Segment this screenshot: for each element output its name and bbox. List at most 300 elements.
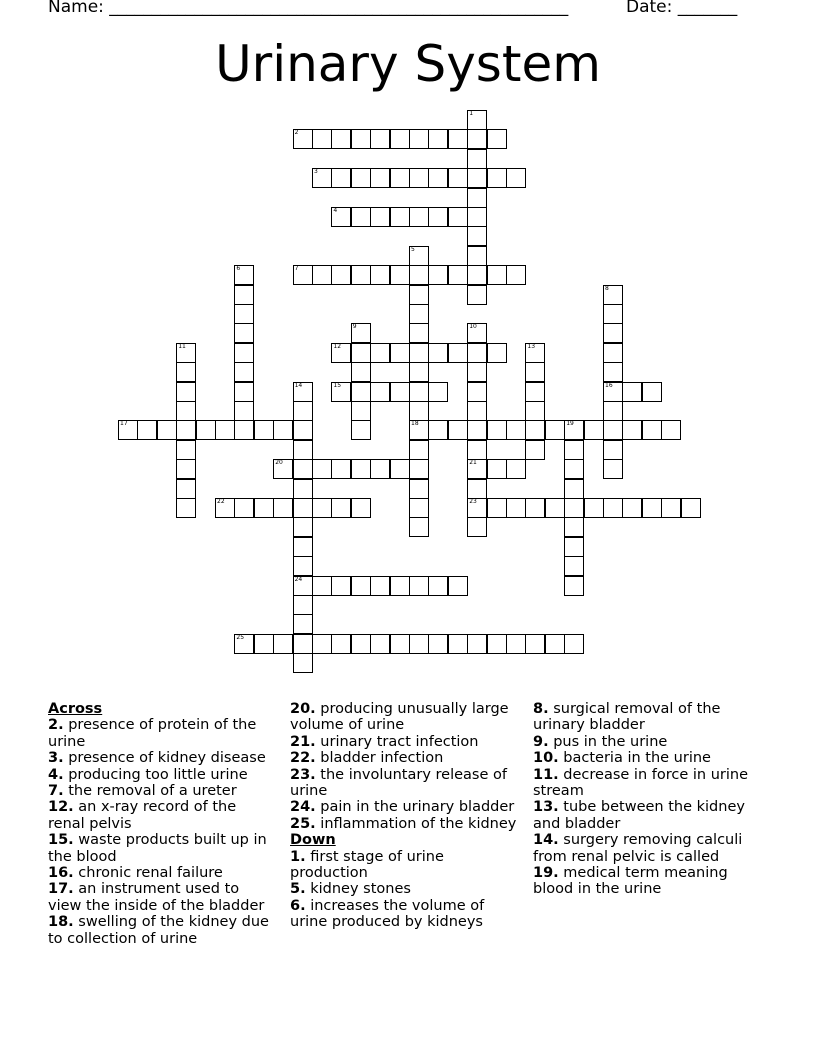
grid-cell[interactable] — [409, 323, 429, 343]
grid-cell[interactable] — [293, 556, 313, 576]
grid-cell[interactable] — [351, 207, 371, 227]
grid-cell[interactable] — [603, 323, 623, 343]
clue-number: 7 — [294, 265, 299, 273]
grid-cell[interactable] — [176, 401, 196, 421]
grid-cell[interactable] — [467, 246, 487, 266]
grid-cell[interactable] — [254, 498, 274, 518]
grid-cell[interactable] — [603, 420, 623, 440]
grid-cell[interactable] — [428, 343, 448, 363]
clue-number: 15 — [333, 381, 342, 389]
grid-cell[interactable] — [545, 420, 565, 440]
clue-item — [290, 799, 522, 815]
grid-cell[interactable] — [351, 401, 371, 421]
grid-cell[interactable] — [390, 207, 410, 227]
grid-cell[interactable] — [351, 343, 371, 363]
grid-cell[interactable] — [293, 401, 313, 421]
grid-cell[interactable] — [351, 265, 371, 285]
grid-cell[interactable] — [448, 265, 468, 285]
grid-cell[interactable] — [487, 459, 507, 479]
clue-number: 13 — [527, 342, 536, 350]
clue-number: 14. — [533, 832, 559, 849]
grid-cell[interactable] — [293, 576, 313, 596]
grid-cell[interactable] — [525, 382, 545, 402]
grid-cell[interactable] — [312, 576, 332, 596]
grid-cell[interactable] — [370, 168, 390, 188]
grid-cell[interactable] — [331, 459, 351, 479]
grid-cell[interactable] — [564, 634, 584, 654]
grid-cell[interactable] — [603, 362, 623, 382]
grid-cell[interactable] — [487, 129, 507, 149]
clue-text: pus in the urine — [548, 733, 668, 750]
grid-cell[interactable] — [390, 265, 410, 285]
grid-cell[interactable] — [564, 556, 584, 576]
grid-cell[interactable] — [409, 634, 429, 654]
grid-cell[interactable] — [681, 498, 701, 518]
clue-number: 20. — [290, 701, 316, 717]
grid-cell[interactable] — [293, 440, 313, 460]
grid-cell[interactable] — [603, 285, 623, 305]
grid-cell[interactable] — [467, 459, 487, 479]
grid-cell[interactable] — [370, 265, 390, 285]
grid-cell[interactable] — [351, 576, 371, 596]
grid-cell[interactable] — [506, 265, 526, 285]
grid-cell[interactable] — [506, 420, 526, 440]
grid-cell[interactable] — [487, 168, 507, 188]
grid-cell[interactable] — [273, 420, 293, 440]
clue-item — [290, 898, 522, 931]
grid-cell[interactable] — [467, 517, 487, 537]
grid-cell[interactable] — [370, 459, 390, 479]
grid-cell[interactable] — [448, 168, 468, 188]
grid-cell[interactable] — [390, 129, 410, 149]
grid-cell[interactable] — [351, 362, 371, 382]
grid-cell[interactable] — [176, 382, 196, 402]
grid-cell[interactable] — [564, 420, 584, 440]
clue-number: 1 — [469, 110, 474, 117]
grid-cell[interactable] — [351, 459, 371, 479]
clue-text: the involuntary release of urine — [290, 766, 507, 800]
clue-item — [533, 701, 765, 734]
name-field-label: Name: ______________________________________________________ — [48, 0, 569, 17]
clue-item — [48, 783, 276, 799]
grid-cell[interactable] — [137, 420, 157, 440]
grid-cell[interactable] — [234, 265, 254, 285]
grid-cell[interactable] — [467, 362, 487, 382]
grid-cell[interactable] — [351, 168, 371, 188]
clue-number: 13. — [533, 799, 559, 816]
grid-cell[interactable] — [234, 420, 254, 440]
clue-number: 22. — [290, 750, 316, 767]
grid-cell[interactable] — [157, 420, 177, 440]
clue-number: 17. — [48, 881, 74, 898]
grid-cell[interactable] — [525, 362, 545, 382]
clue-number: 3 — [314, 168, 318, 176]
grid-cell[interactable] — [467, 498, 487, 518]
grid-cell[interactable] — [409, 304, 429, 324]
clue-text: an instrument used to view the inside of the bladder — [48, 881, 265, 914]
grid-cell[interactable] — [409, 362, 429, 382]
grid-cell[interactable] — [409, 168, 429, 188]
clue-text: kidney stones — [305, 881, 411, 898]
grid-cell[interactable] — [525, 440, 545, 460]
grid-cell[interactable] — [448, 207, 468, 227]
grid-cell[interactable] — [603, 440, 623, 460]
clue-number: 1. — [290, 848, 306, 865]
grid-cell[interactable] — [428, 634, 448, 654]
grid-cell[interactable] — [409, 401, 429, 421]
clues-column-3 — [533, 701, 765, 898]
grid-cell[interactable] — [351, 382, 371, 402]
clue-number: 19 — [566, 420, 574, 428]
date-field-label: Date: _______ — [626, 0, 738, 17]
grid-cell[interactable] — [467, 420, 487, 440]
clue-text: the removal of a ureter — [63, 783, 237, 800]
grid-cell[interactable] — [234, 285, 254, 305]
grid-cell[interactable] — [564, 440, 584, 460]
grid-cell[interactable] — [506, 634, 526, 654]
clue-text: presence of protein of the urine — [48, 717, 257, 750]
grid-cell[interactable] — [293, 382, 313, 402]
grid-cell[interactable] — [584, 498, 604, 518]
clue-number: 22 — [217, 498, 225, 505]
grid-cell[interactable] — [118, 420, 138, 440]
grid-cell[interactable] — [409, 479, 429, 499]
clue-item — [290, 881, 522, 897]
grid-cell[interactable] — [234, 343, 254, 363]
clue-item — [290, 767, 522, 800]
grid-cell[interactable] — [467, 149, 487, 169]
grid-cell[interactable] — [467, 634, 487, 654]
grid-cell[interactable] — [622, 420, 642, 440]
grid-cell[interactable] — [370, 382, 390, 402]
clue-number: 3. — [48, 750, 64, 767]
grid-cell[interactable] — [254, 420, 274, 440]
grid-cell[interactable] — [331, 265, 351, 285]
grid-cell[interactable] — [234, 323, 254, 343]
grid-cell[interactable] — [603, 498, 623, 518]
grid-cell[interactable] — [390, 576, 410, 596]
grid-cell[interactable] — [448, 420, 468, 440]
clue-number: 23. — [290, 766, 316, 783]
clue-number: 7. — [48, 783, 64, 800]
grid-cell[interactable] — [467, 129, 487, 149]
grid-cell[interactable] — [467, 188, 487, 208]
grid-cell[interactable] — [390, 168, 410, 188]
clue-number: 12. — [48, 799, 74, 816]
grid-cell[interactable] — [622, 382, 642, 402]
clue-number: 24. — [290, 799, 316, 816]
clue-text: swelling of the kidney due to collection of urine — [48, 914, 269, 947]
clue-number: 18 — [411, 420, 419, 428]
grid-cell[interactable] — [312, 168, 332, 188]
clue-number: 16 — [605, 381, 613, 389]
grid-cell[interactable] — [487, 343, 507, 363]
grid-cell[interactable] — [254, 634, 274, 654]
grid-cell[interactable] — [293, 517, 313, 537]
down-heading: Down — [290, 832, 336, 849]
grid-cell[interactable] — [467, 110, 487, 130]
grid-cell[interactable] — [370, 576, 390, 596]
clue-text: tube between the kidney and bladder — [533, 799, 745, 832]
grid-cell[interactable] — [622, 498, 642, 518]
grid-cell[interactable] — [234, 498, 254, 518]
clue-text: decrease in force in urine stream — [533, 766, 748, 800]
grid-cell[interactable] — [390, 634, 410, 654]
grid-cell[interactable] — [525, 634, 545, 654]
grid-cell[interactable] — [312, 459, 332, 479]
clue-number: 9 — [352, 323, 357, 331]
grid-cell[interactable] — [273, 634, 293, 654]
grid-cell[interactable] — [467, 226, 487, 246]
grid-cell[interactable] — [642, 420, 662, 440]
grid-cell[interactable] — [351, 498, 371, 518]
grid-cell[interactable] — [448, 129, 468, 149]
clue-number: 16. — [48, 865, 74, 882]
grid-cell[interactable] — [234, 401, 254, 421]
clue-number: 6. — [290, 897, 306, 914]
grid-cell[interactable] — [293, 653, 313, 673]
grid-cell[interactable] — [351, 634, 371, 654]
grid-cell[interactable] — [467, 479, 487, 499]
clue-text: pain in the urinary bladder — [315, 799, 515, 816]
grid-cell[interactable] — [176, 362, 196, 382]
clue-number: 5. — [290, 881, 306, 898]
grid-cell[interactable] — [487, 498, 507, 518]
grid-cell[interactable] — [467, 285, 487, 305]
grid-cell[interactable] — [390, 343, 410, 363]
grid-cell[interactable] — [273, 498, 293, 518]
grid-cell[interactable] — [506, 459, 526, 479]
clue-number: 9. — [533, 733, 549, 750]
grid-cell[interactable] — [234, 634, 254, 654]
grid-cell[interactable] — [564, 498, 584, 518]
clue-item — [533, 865, 765, 898]
grid-cell[interactable] — [525, 498, 545, 518]
grid-cell[interactable] — [661, 420, 681, 440]
clue-number: 10. — [533, 750, 559, 767]
grid-cell[interactable] — [293, 265, 313, 285]
grid-cell[interactable] — [564, 576, 584, 596]
clue-item — [290, 734, 522, 750]
grid-cell[interactable] — [293, 129, 313, 149]
grid-cell[interactable] — [370, 129, 390, 149]
grid-cell[interactable] — [176, 459, 196, 479]
grid-cell[interactable] — [603, 304, 623, 324]
clue-text: producing unusually large volume of urine — [290, 701, 509, 734]
grid-cell[interactable] — [467, 265, 487, 285]
grid-cell[interactable] — [448, 576, 468, 596]
clue-number: 18. — [48, 914, 74, 931]
grid-cell[interactable] — [312, 498, 332, 518]
clue-item — [290, 816, 522, 832]
grid-cell[interactable] — [176, 420, 196, 440]
grid-cell[interactable] — [487, 265, 507, 285]
clue-number: 25. — [290, 815, 316, 832]
clue-item — [290, 849, 522, 882]
grid-cell[interactable] — [409, 459, 429, 479]
grid-cell[interactable] — [467, 323, 487, 343]
grid-cell[interactable] — [331, 382, 351, 402]
grid-cell[interactable] — [351, 129, 371, 149]
grid-cell[interactable] — [331, 168, 351, 188]
clue-number: 12 — [333, 342, 342, 350]
clue-item — [290, 750, 522, 766]
grid-cell[interactable] — [331, 634, 351, 654]
grid-cell[interactable] — [506, 168, 526, 188]
grid-cell[interactable] — [467, 207, 487, 227]
clue-number: 17 — [120, 420, 128, 428]
clue-number: 20 — [275, 459, 283, 467]
clue-number: 21. — [290, 733, 316, 750]
grid-cell[interactable] — [409, 382, 429, 402]
grid-cell[interactable] — [525, 343, 545, 363]
grid-cell[interactable] — [428, 129, 448, 149]
clue-number: 2. — [48, 717, 64, 734]
grid-cell[interactable] — [176, 440, 196, 460]
grid-cell[interactable] — [448, 634, 468, 654]
clue-number: 10 — [469, 323, 477, 331]
grid-cell[interactable] — [409, 440, 429, 460]
grid-cell[interactable] — [409, 246, 429, 266]
grid-cell[interactable] — [293, 614, 313, 634]
grid-cell[interactable] — [428, 420, 448, 440]
grid-cell[interactable] — [234, 304, 254, 324]
grid-cell[interactable] — [331, 343, 351, 363]
clue-item — [48, 750, 276, 766]
grid-cell[interactable] — [370, 634, 390, 654]
grid-cell[interactable] — [603, 382, 623, 402]
grid-cell[interactable] — [293, 498, 313, 518]
clue-item — [533, 750, 765, 766]
clue-item — [290, 701, 522, 734]
grid-cell[interactable] — [176, 479, 196, 499]
grid-cell[interactable] — [312, 129, 332, 149]
grid-cell[interactable] — [467, 440, 487, 460]
grid-cell[interactable] — [176, 343, 196, 363]
grid-cell[interactable] — [331, 498, 351, 518]
grid-cell[interactable] — [390, 459, 410, 479]
clue-text: chronic renal failure — [73, 865, 223, 882]
grid-cell[interactable] — [331, 129, 351, 149]
grid-cell[interactable] — [196, 420, 216, 440]
grid-cell[interactable] — [331, 207, 351, 227]
grid-cell[interactable] — [370, 343, 390, 363]
clue-text: surgical removal of the urinary bladder — [533, 701, 721, 734]
clue-item — [533, 734, 765, 750]
clue-item — [533, 767, 765, 800]
grid-cell[interactable] — [467, 343, 487, 363]
grid-cell[interactable] — [428, 265, 448, 285]
clue-text: presence of kidney disease — [63, 750, 266, 767]
clue-number: 5 — [411, 245, 415, 253]
clue-item — [48, 914, 276, 947]
grid-cell[interactable] — [409, 498, 429, 518]
clue-number: 11. — [533, 766, 559, 783]
grid-cell[interactable] — [215, 420, 235, 440]
grid-cell[interactable] — [293, 537, 313, 557]
grid-cell[interactable] — [293, 459, 313, 479]
clue-item — [48, 767, 276, 783]
grid-cell[interactable] — [467, 168, 487, 188]
clue-number: 6 — [236, 265, 241, 273]
grid-cell[interactable] — [370, 207, 390, 227]
grid-cell[interactable] — [448, 343, 468, 363]
grid-cell[interactable] — [234, 362, 254, 382]
grid-cell[interactable] — [428, 168, 448, 188]
grid-cell[interactable] — [293, 479, 313, 499]
grid-cell[interactable] — [293, 595, 313, 615]
grid-cell[interactable] — [331, 576, 351, 596]
clue-text: increases the volume of urine produced by kidneys — [290, 897, 485, 931]
grid-cell[interactable] — [312, 634, 332, 654]
grid-cell[interactable] — [351, 323, 371, 343]
grid-cell[interactable] — [545, 634, 565, 654]
grid-cell[interactable] — [525, 401, 545, 421]
grid-cell[interactable] — [584, 420, 604, 440]
grid-cell[interactable] — [428, 382, 448, 402]
grid-cell[interactable] — [409, 285, 429, 305]
grid-cell[interactable] — [409, 517, 429, 537]
grid-cell[interactable] — [293, 420, 313, 440]
grid-cell[interactable] — [545, 498, 565, 518]
grid-cell[interactable] — [487, 634, 507, 654]
grid-cell[interactable] — [312, 265, 332, 285]
grid-cell[interactable] — [642, 498, 662, 518]
clue-item — [48, 865, 276, 881]
grid-cell[interactable] — [564, 537, 584, 557]
grid-cell[interactable] — [564, 517, 584, 537]
grid-cell[interactable] — [603, 459, 623, 479]
grid-cell[interactable] — [661, 498, 681, 518]
grid-cell[interactable] — [273, 459, 293, 479]
grid-cell[interactable] — [409, 576, 429, 596]
clue-number: 8 — [605, 284, 609, 292]
grid-cell[interactable] — [409, 420, 429, 440]
grid-cell[interactable] — [564, 459, 584, 479]
grid-cell[interactable] — [409, 265, 429, 285]
grid-cell[interactable] — [428, 576, 448, 596]
grid-cell[interactable] — [293, 634, 313, 654]
grid-cell[interactable] — [390, 382, 410, 402]
across-clue-list — [48, 717, 276, 947]
grid-cell[interactable] — [467, 382, 487, 402]
grid-cell[interactable] — [351, 420, 371, 440]
grid-cell[interactable] — [564, 479, 584, 499]
grid-cell[interactable] — [487, 420, 507, 440]
across-clue-list-continued — [290, 701, 522, 832]
clue-number: 25 — [236, 633, 245, 641]
clue-number: 21 — [469, 459, 477, 467]
grid-cell[interactable] — [409, 129, 429, 149]
grid-cell[interactable] — [467, 401, 487, 421]
grid-cell[interactable] — [642, 382, 662, 402]
grid-cell[interactable] — [409, 343, 429, 363]
grid-cell[interactable] — [176, 498, 196, 518]
clue-number: 4 — [333, 207, 338, 214]
clue-item — [533, 799, 765, 832]
grid-cell[interactable] — [525, 420, 545, 440]
grid-cell[interactable] — [603, 343, 623, 363]
across-heading: Across — [48, 701, 103, 717]
grid-cell[interactable] — [603, 401, 623, 421]
grid-cell[interactable] — [428, 207, 448, 227]
clue-text: an x-ray record of the renal pelvis — [48, 799, 237, 832]
grid-cell[interactable] — [215, 498, 235, 518]
grid-cell[interactable] — [506, 498, 526, 518]
grid-cell[interactable] — [409, 207, 429, 227]
grid-cell[interactable] — [234, 382, 254, 402]
clue-item — [48, 799, 276, 832]
